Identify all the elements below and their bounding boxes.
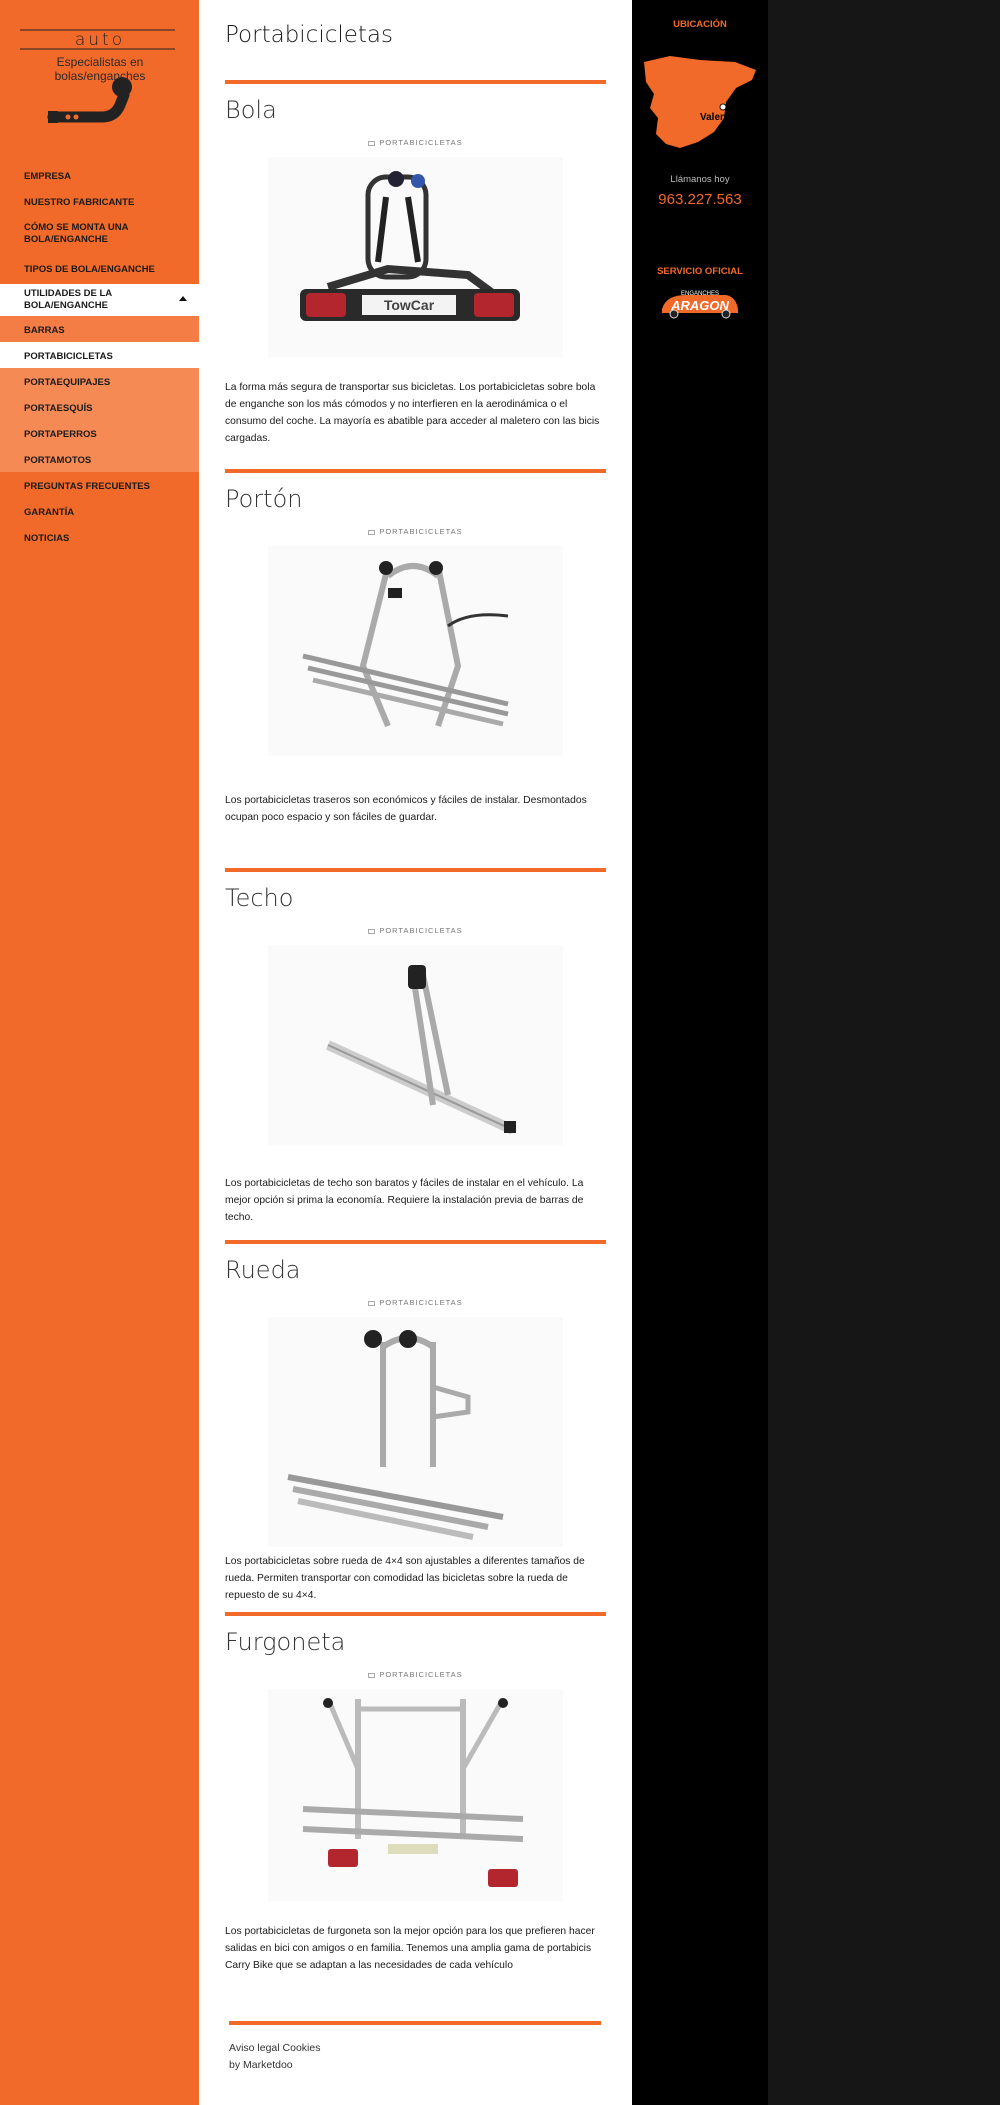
site-logo[interactable] xyxy=(20,25,180,140)
nav-subitem-portaesquis[interactable]: PORTAESQUÍS xyxy=(24,403,93,414)
category-link[interactable] xyxy=(225,926,606,935)
main-nav xyxy=(0,168,199,550)
tag-icon xyxy=(368,530,375,535)
nav-item-empresa[interactable]: EMPRESA xyxy=(24,171,71,182)
aragon-logo-top: ENGANCHES xyxy=(680,291,719,297)
section-divider xyxy=(225,80,606,84)
legal-link[interactable]: Aviso legal xyxy=(229,2042,280,2054)
nav-item-garantia[interactable]: GARANTÍA xyxy=(24,507,75,518)
section-divider xyxy=(225,1240,606,1244)
section-title[interactable]: Techo xyxy=(225,884,294,912)
call-label: Llámanos hoy xyxy=(670,174,730,185)
section-title[interactable]: Portón xyxy=(225,485,303,513)
nav-item-fabricante[interactable]: NUESTRO FABRICANTE xyxy=(24,197,135,208)
caret-up-icon[interactable] xyxy=(179,296,187,301)
section-title[interactable]: Rueda xyxy=(225,1256,301,1284)
section-divider xyxy=(225,1612,606,1616)
nav-subitem-portamotos[interactable]: PORTAMOTOS xyxy=(24,455,92,466)
main-content xyxy=(199,0,632,2105)
tagline-line-1: Especialistas en xyxy=(56,55,144,69)
section-title[interactable]: Bola xyxy=(225,96,277,124)
section-divider xyxy=(225,469,606,473)
category-label: PORTABICICLETAS xyxy=(379,527,463,536)
phone-number[interactable]: 963.227.563 xyxy=(658,191,742,208)
author-link[interactable]: Marketdoo xyxy=(243,2059,293,2071)
product-image-rueda xyxy=(268,1317,563,1547)
by-label: by xyxy=(229,2059,241,2071)
nav-item-utilidades[interactable] xyxy=(0,284,199,316)
tagline-line-2: bolas/enganches xyxy=(54,69,146,83)
product-image-porton xyxy=(268,546,563,756)
section-text: Los portabicicletas de techo son baratos y fáciles de instalar en el vehículo. La mejor opción si prima la economía. Requiere la instalación previa de barras de techo. xyxy=(225,1178,584,1223)
section-text: Los portabicicletas traseros son económicos y fáciles de instalar. Desmontados ocupan poco espacio y son fáciles de guardar. xyxy=(225,795,587,823)
section-title[interactable]: Furgoneta xyxy=(225,1628,346,1656)
category-link[interactable] xyxy=(225,1670,606,1679)
product-image-bola xyxy=(268,157,563,357)
nav-item-como-se-monta[interactable]: CÓMO SE MONTA UNA BOLA/ENGANCHE xyxy=(24,222,129,245)
section-text: Los portabicicletas de furgoneta son la mejor opción para los que prefieren hacer salidas en bici con amigos o en familia. Tenemos una amplia gama de portabicis Carry Bike que se adaptan a las necesidades de cada vehículo xyxy=(225,1926,595,1971)
location-heading: UBICACIÓN xyxy=(673,19,727,30)
footer xyxy=(229,2021,601,2074)
cookies-link[interactable]: Cookies xyxy=(282,2042,321,2054)
right-column xyxy=(632,0,768,2105)
product-image-techo xyxy=(268,945,563,1145)
product-image-furgoneta xyxy=(268,1689,563,1901)
category-label: PORTABICICLETAS xyxy=(379,1298,463,1307)
nav-item-noticias[interactable]: NOTICIAS xyxy=(24,533,70,544)
nav-subitem-portabicicletas[interactable]: PORTABICICLETAS xyxy=(0,342,199,368)
tag-icon xyxy=(368,1301,375,1306)
official-heading: SERVICIO OFICIAL xyxy=(657,266,743,277)
aragon-logo[interactable] xyxy=(656,287,744,321)
page-background xyxy=(768,0,1000,2105)
section-rueda xyxy=(225,1240,606,1604)
section-text: Los portabicicletas sobre rueda de 4×4 son ajustables a diferentes tamaños de rueda. Permiten transportar con comodidad las bicicletas sobre la rueda de repuesto de su 4×4. xyxy=(225,1556,585,1601)
section-text: La forma más segura de transportar sus bicicletas. Los portabicicletas sobre bola de enganche son los más cómodos y no interfieren en la aerodinámica o el consumo del coche. La mayoría es abatible para acceder al maletero con las bicis cargadas. xyxy=(225,382,600,444)
nav-item-tipos[interactable]: TIPOS DE BOLA/ENGANCHE xyxy=(24,264,155,275)
towcar-logo: TowCar xyxy=(383,297,435,313)
nav-submenu xyxy=(0,316,199,472)
nav-subitem-barras[interactable]: BARRAS xyxy=(0,316,199,342)
aragon-logo-text: ARAGON xyxy=(671,298,729,313)
section-bola xyxy=(225,80,606,447)
sidebar xyxy=(0,0,199,2105)
tag-icon xyxy=(368,141,375,146)
page-title: Portabicicletas xyxy=(225,22,393,48)
section-divider xyxy=(225,868,606,872)
nav-subitem-portaperros[interactable]: PORTAPERROS xyxy=(24,429,97,440)
tag-icon xyxy=(368,1673,375,1678)
category-label: PORTABICICLETAS xyxy=(379,926,463,935)
logo-text-line-1: auto xyxy=(74,30,126,50)
logo-tagline xyxy=(20,55,180,83)
category-label: PORTABICICLETAS xyxy=(379,138,463,147)
section-techo xyxy=(225,868,606,1226)
category-link[interactable] xyxy=(225,527,606,536)
section-furgoneta xyxy=(225,1612,606,1974)
section-porton xyxy=(225,469,606,826)
category-link[interactable] xyxy=(225,138,606,147)
footer-divider xyxy=(229,2021,601,2025)
map-label-valencia: Valencia xyxy=(700,112,741,123)
tag-icon xyxy=(368,929,375,934)
category-label: PORTABICICLETAS xyxy=(379,1670,463,1679)
nav-item-preguntas[interactable]: PREGUNTAS FRECUENTES xyxy=(24,481,150,492)
nav-item-utilidades-label: UTILIDADES DE LA BOLA/ENGANCHE xyxy=(24,288,112,311)
spain-map[interactable] xyxy=(640,52,760,152)
category-link[interactable] xyxy=(225,1298,606,1307)
nav-subitem-portaequipajes[interactable]: PORTAEQUIPAJES xyxy=(24,377,111,388)
